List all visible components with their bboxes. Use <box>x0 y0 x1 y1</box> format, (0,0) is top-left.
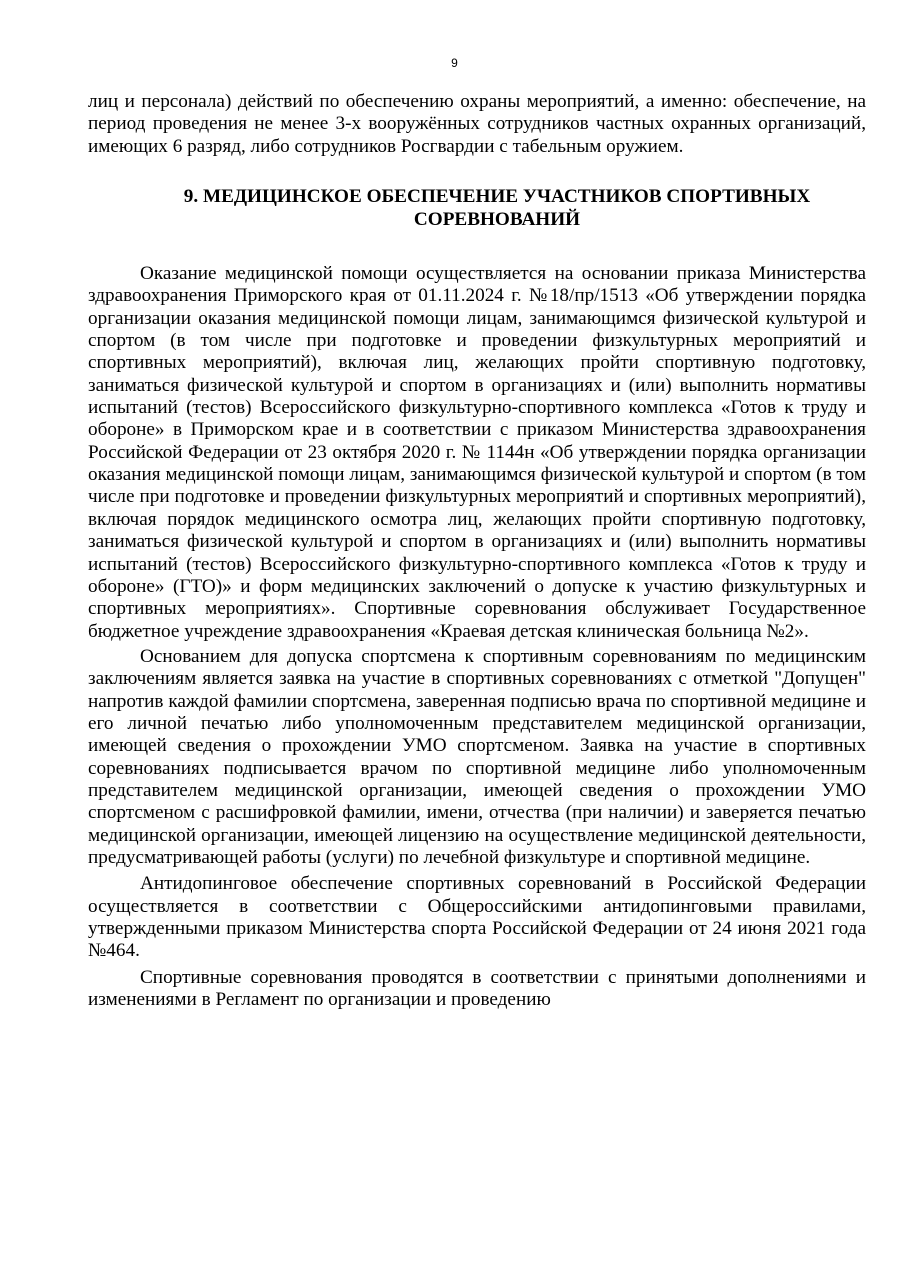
section-heading-line-1: 9. МЕДИЦИНСКОЕ ОБЕСПЕЧЕНИЕ УЧАСТНИКОВ СПОРТИВНЫХ <box>183 186 811 208</box>
paragraph-regulations: Спортивные соревнования проводятся в соответствии с принятыми дополнениями и изменениями в Регламент по организации и проведению <box>88 966 866 1011</box>
paragraph-antidoping: Антидопинговое обеспечение спортивных соревнований в Российской Федерации осуществляется в соответствии с Общероссийскими антидопинговыми правилами, утвержденными приказом Министерства спорта Российской Федерации от 24 июня 2021 года №464. <box>88 873 866 962</box>
paragraph-admission-basis: Основанием для допуска спортсмена к спортивным соревнованиям по медицинским заключениям является заявка на участие в спортивных соревнованиях с отметкой "Допущен" напротив каждой фамилии спортсмена, заверенная подписью врача по спортивной медицине и его личной печатью либо уполномоченным представителем медицинской организации, имеющей сведения о прохождении УМО спортсменом. Заявка на участие в спортивных соревнованиях подписывается врачом по спортивной медицине либо уполномоченным представителем медицинской организации, имеющей сведения о прохождении УМО спортсменом с расшифровкой фамилии, имени, отчества (при наличии) и заверяется печатью медицинской организации, имеющей лицензию на осуществление медицинской деятельности, предусматривающей работы (услуги) по лечебной физкультуре и спортивной медицине. <box>88 645 866 868</box>
section-heading-line-2: СОРЕВНОВАНИЙ <box>413 208 581 230</box>
paragraph-security-continued: лиц и персонала) действий по обеспечению охраны мероприятий, а именно: обеспечение, на период проведения не менее 3-х вооружённых сотрудников частных охранных организаций, имеющих 6 разряд, либо сотрудников Росгвардии с табельным оружием. <box>88 91 866 157</box>
section-heading <box>88 186 866 231</box>
page-number: 9 <box>451 56 458 70</box>
document-body <box>88 91 866 1011</box>
paragraph-medical-care: Оказание медицинской помощи осуществляется на основании приказа Министерства здравоохранения Приморского края от 01.11.2024 г. №18/пр/1513 «Об утверждении порядка организации оказания медицинской помощи лицам, занимающимся физической культурой и спортом (в том числе при подготовке и проведении физкультурных мероприятий и спортивных мероприятий), включая лиц, желающих пройти спортивную подготовку, заниматься физической культурой и спортом в организациях и (или) выполнить нормативы испытаний (тестов) Всероссийского физкультурно-спортивного комплекса «Готов к труду и обороне» в Приморском крае и в соответствии с приказом Министерства здравоохранения Российской Федерации от 23 октября 2020 г. № 1144н «Об утверждении порядка организации оказания медицинской помощи лицам, занимающимся физической культурой и спортом (в том числе при подготовке и проведении физкультурных мероприятий и спортивных мероприятий), включая порядок медицинского осмотра лиц, желающих пройти спортивную подготовку, заниматься физической культурой и спортом в организациях и (или) выполнить нормативы испытаний (тестов) Всероссийского физкультурно-спортивного комплекса «Готов к труду и обороне» (ГТО)» и форм медицинских заключений о допуске к участию физкультурных и спортивных мероприятиях». Спортивные соревнования обслуживает Государственное бюджетное учреждение здравоохранения «Краевая детская клиническая больница №2». <box>88 263 866 642</box>
